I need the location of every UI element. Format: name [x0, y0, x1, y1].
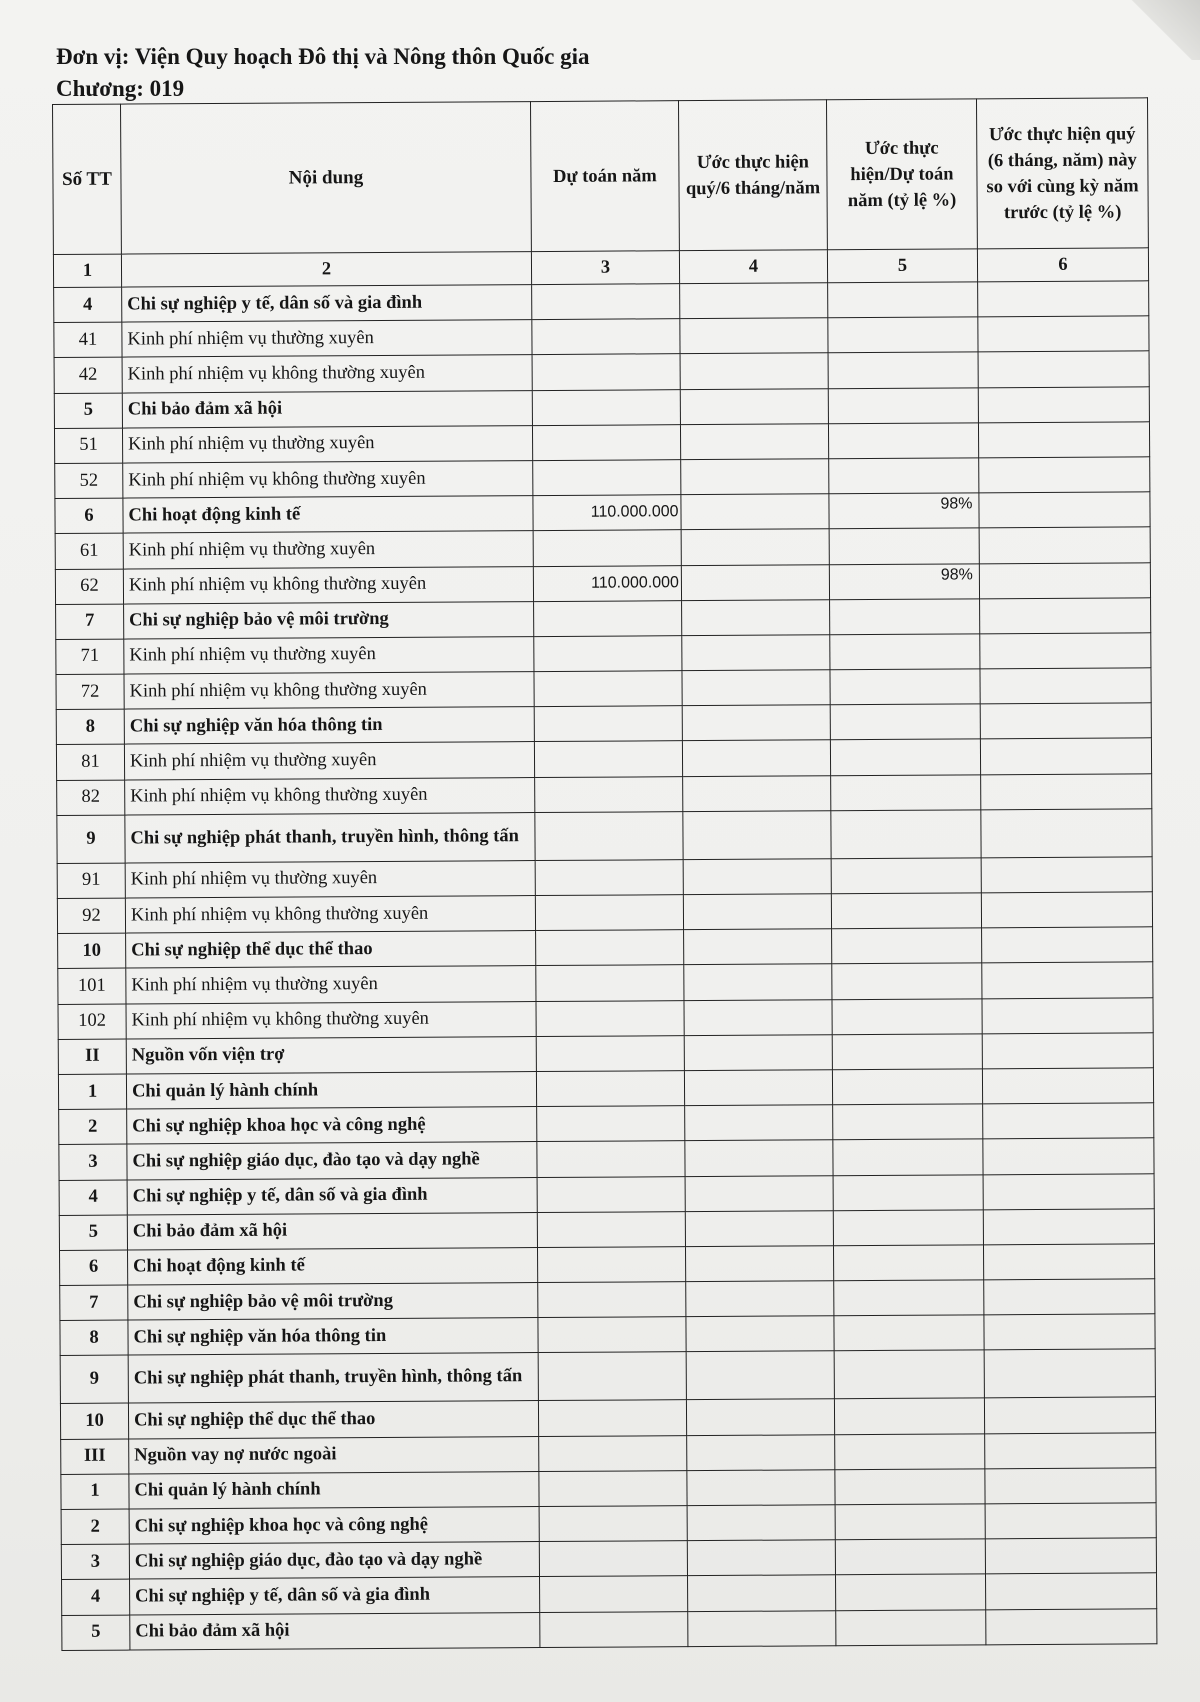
row-number: 5: [54, 393, 122, 429]
row-estimate: [535, 776, 683, 812]
row-content: Kinh phí nhiệm vụ không thường xuyên: [125, 777, 535, 815]
row-estimate: [535, 895, 683, 931]
row-ratio: [828, 282, 978, 318]
row-estimate: [536, 1000, 684, 1036]
row-quarter: [685, 1246, 833, 1282]
row-number: 3: [61, 1544, 129, 1580]
row-number: 3: [59, 1144, 127, 1180]
row-ratio: [834, 1280, 984, 1316]
row-number: 4: [59, 1180, 127, 1216]
row-yoy: [982, 1068, 1153, 1104]
row-number: 1: [58, 1074, 126, 1110]
row-number: 4: [62, 1579, 130, 1615]
row-content: Chi quản lý hành chính: [129, 1471, 539, 1509]
row-ratio: [836, 1574, 986, 1610]
row-ratio: [833, 1104, 983, 1140]
row-content: Chi quản lý hành chính: [126, 1071, 536, 1109]
row-ratio: [836, 1609, 986, 1645]
row-quarter: [687, 1434, 835, 1470]
row-yoy: [981, 773, 1152, 809]
row-estimate: [536, 1035, 684, 1071]
row-content: Kinh phí nhiệm vụ thường xuyên: [124, 636, 534, 674]
row-ratio: [834, 1315, 984, 1351]
row-content: Chi sự nghiệp văn hóa thông tin: [124, 707, 534, 745]
row-estimate: [539, 1541, 687, 1577]
row-quarter: [682, 705, 830, 741]
row-number: 10: [58, 933, 126, 969]
row-number: 6: [55, 498, 123, 534]
row-estimate: [534, 636, 682, 672]
row-quarter: [682, 599, 830, 635]
row-quarter: [681, 459, 829, 495]
row-yoy: [978, 316, 1149, 352]
row-quarter: [686, 1399, 834, 1435]
row-estimate: 110.000.000: [533, 495, 681, 531]
row-yoy: [980, 703, 1151, 739]
row-yoy: [985, 1503, 1156, 1539]
row-content: Chi bảo đảm xã hội: [127, 1212, 537, 1250]
row-number: 1: [61, 1474, 129, 1510]
row-quarter: [680, 424, 828, 460]
chapter-line: Chương: 019: [56, 76, 185, 101]
row-content: Chi sự nghiệp phát thanh, truyền hình, thông tấn: [125, 812, 535, 863]
row-number: 101: [58, 968, 126, 1004]
row-yoy: [978, 422, 1149, 458]
row-yoy: [978, 281, 1149, 317]
row-content: Chi sự nghiệp khoa học và công nghệ: [127, 1107, 537, 1145]
row-content: Chi sự nghiệp bảo vệ môi trường: [128, 1283, 538, 1321]
row-content: Chi sự nghiệp phát thanh, truyền hình, thông tấn: [128, 1353, 538, 1404]
row-yoy: [985, 1432, 1156, 1468]
row-estimate: [535, 811, 683, 860]
row-number: 4: [54, 287, 122, 323]
row-number: 8: [56, 709, 124, 745]
row-quarter: [680, 353, 828, 389]
row-quarter: [684, 1070, 832, 1106]
row-estimate: [536, 930, 684, 966]
row-estimate: [540, 1611, 688, 1647]
row-ratio: [832, 1069, 982, 1105]
row-ratio: [830, 599, 980, 635]
table-row: [62, 1608, 1157, 1650]
row-quarter: [684, 964, 832, 1000]
budget-table-wrapper: [52, 97, 1156, 1650]
row-quarter: [686, 1351, 834, 1400]
row-content: Chi sự nghiệp y tế, dân số và gia đình: [130, 1577, 540, 1615]
row-yoy: [979, 562, 1150, 598]
row-content: Chi sự nghiệp văn hóa thông tin: [128, 1318, 538, 1356]
row-yoy: [978, 351, 1149, 387]
row-yoy: [980, 597, 1151, 633]
row-ratio: [835, 1469, 985, 1505]
row-quarter: [687, 1470, 835, 1506]
row-yoy: [983, 1208, 1154, 1244]
row-quarter: [684, 929, 832, 965]
row-number: 71: [56, 639, 124, 675]
row-number: 52: [55, 463, 123, 499]
row-estimate: [532, 319, 680, 355]
row-estimate: [532, 424, 680, 460]
row-quarter: [682, 740, 830, 776]
row-content: Kinh phí nhiệm vụ không thường xuyên: [123, 461, 533, 499]
row-content: Chi sự nghiệp giáo dục, đào tạo và dạy nghề: [127, 1142, 537, 1180]
row-quarter: [684, 999, 832, 1035]
col-number: 4: [679, 250, 827, 284]
row-estimate: [538, 1282, 686, 1318]
row-number: 62: [55, 569, 123, 605]
row-content: Chi hoạt động kinh tế: [123, 496, 533, 534]
row-ratio: [835, 1539, 985, 1575]
row-yoy: [979, 527, 1150, 563]
row-quarter: [687, 1505, 835, 1541]
row-yoy: [982, 997, 1153, 1033]
row-content: Kinh phí nhiệm vụ thường xuyên: [122, 425, 532, 463]
row-yoy: [982, 1033, 1153, 1069]
col-number: 2: [121, 252, 531, 288]
row-content: Kinh phí nhiệm vụ thường xuyên: [123, 531, 533, 569]
row-ratio: [829, 528, 979, 564]
row-estimate: [537, 1247, 685, 1283]
row-number: 7: [60, 1285, 128, 1321]
row-number: 10: [60, 1403, 128, 1439]
row-yoy: [984, 1397, 1155, 1433]
row-estimate: [538, 1400, 686, 1436]
col-number: 5: [827, 249, 977, 283]
row-number: 2: [61, 1509, 129, 1545]
col-header-content: Nội dung: [121, 102, 532, 255]
row-quarter: [682, 635, 830, 671]
row-number: 7: [56, 604, 124, 640]
row-estimate: [537, 1141, 685, 1177]
row-quarter: [686, 1281, 834, 1317]
row-ratio: [833, 1245, 983, 1281]
row-quarter: [681, 564, 829, 600]
row-yoy: [984, 1279, 1155, 1315]
row-content: Chi sự nghiệp khoa học và công nghệ: [129, 1507, 539, 1545]
row-yoy: [979, 492, 1150, 528]
row-yoy: [981, 857, 1152, 893]
row-ratio: [831, 893, 981, 929]
row-ratio: [832, 1034, 982, 1070]
page-corner-shadow: [1110, 0, 1200, 60]
row-estimate: [536, 965, 684, 1001]
row-number: 42: [54, 357, 122, 393]
row-estimate: [533, 530, 681, 566]
row-estimate: [532, 284, 680, 320]
row-ratio: [828, 387, 978, 423]
row-ratio: [829, 458, 979, 494]
row-ratio: 98%: [829, 563, 979, 599]
row-number: II: [58, 1039, 126, 1075]
row-quarter: [683, 894, 831, 930]
row-estimate: [534, 741, 682, 777]
row-content: Chi sự nghiệp bảo vệ môi trường: [124, 601, 534, 639]
row-estimate: [538, 1352, 686, 1401]
row-number: 2: [59, 1109, 127, 1145]
row-yoy: [983, 1138, 1154, 1174]
row-content: Nguồn vốn viện trợ: [126, 1036, 536, 1074]
table-row: [57, 809, 1152, 864]
row-ratio: [832, 928, 982, 964]
row-ratio: [835, 1433, 985, 1469]
row-content: Kinh phí nhiệm vụ thường xuyên: [126, 966, 536, 1004]
row-content: Kinh phí nhiệm vụ không thường xuyên: [126, 1001, 536, 1039]
row-yoy: [980, 633, 1151, 669]
row-ratio: [828, 423, 978, 459]
row-estimate: 110.000.000: [533, 565, 681, 601]
row-ratio: [831, 810, 981, 859]
row-quarter: [681, 529, 829, 565]
row-quarter: [683, 811, 831, 860]
budget-table: [52, 97, 1157, 1650]
col-header-ratio: Ước thực hiện/Dự toán năm (tỷ lệ %): [826, 99, 977, 250]
table-body: [53, 248, 1157, 1650]
row-yoy: [983, 1173, 1154, 1209]
row-content: Chi sự nghiệp giáo dục, đào tạo và dạy nghề: [129, 1542, 539, 1580]
row-estimate: [535, 859, 683, 895]
row-number: 91: [57, 863, 125, 899]
row-number: 81: [56, 745, 124, 781]
row-estimate: [540, 1576, 688, 1612]
row-yoy: [980, 668, 1151, 704]
row-quarter: [685, 1105, 833, 1141]
row-number: 82: [57, 780, 125, 816]
row-number: 6: [60, 1250, 128, 1286]
row-yoy: [986, 1608, 1157, 1644]
row-quarter: [684, 1035, 832, 1071]
row-number: 9: [60, 1355, 128, 1403]
row-quarter: [680, 388, 828, 424]
row-quarter: [687, 1540, 835, 1576]
row-ratio: [828, 352, 978, 388]
row-yoy: [985, 1538, 1156, 1574]
row-ratio: [830, 704, 980, 740]
row-content: Chi sự nghiệp y tế, dân số và gia đình: [122, 285, 532, 323]
row-estimate: [539, 1435, 687, 1471]
col-number: 1: [53, 254, 121, 287]
row-quarter: [688, 1575, 836, 1611]
row-quarter: [685, 1140, 833, 1176]
unit-line: Đơn vị: Viện Quy hoạch Đô thị và Nông thôn Quốc gia: [56, 44, 590, 69]
row-yoy: [980, 738, 1151, 774]
row-yoy: [982, 962, 1153, 998]
row-yoy: [985, 1468, 1156, 1504]
row-quarter: [681, 494, 829, 530]
row-ratio: [833, 1174, 983, 1210]
row-ratio: [832, 998, 982, 1034]
row-number: 102: [58, 1004, 126, 1040]
row-quarter: [680, 283, 828, 319]
row-quarter: [685, 1175, 833, 1211]
row-number: 5: [59, 1215, 127, 1251]
header-row: [53, 98, 1149, 255]
col-number: 3: [531, 251, 679, 285]
row-number: 5: [62, 1615, 130, 1651]
row-estimate: [537, 1106, 685, 1142]
row-number: 9: [57, 815, 125, 863]
row-quarter: [683, 775, 831, 811]
row-quarter: [683, 859, 831, 895]
row-estimate: [539, 1470, 687, 1506]
row-content: Kinh phí nhiệm vụ không thường xuyên: [125, 896, 535, 934]
row-ratio: [834, 1398, 984, 1434]
row-ratio: [831, 774, 981, 810]
row-content: Chi bảo đảm xã hội: [130, 1612, 540, 1650]
row-ratio: [828, 317, 978, 353]
row-estimate: [537, 1176, 685, 1212]
row-yoy: [985, 1573, 1156, 1609]
row-yoy: [982, 927, 1153, 963]
row-yoy: [984, 1314, 1155, 1350]
col-number: 6: [977, 248, 1148, 282]
row-content: Kinh phí nhiệm vụ thường xuyên: [125, 860, 535, 898]
row-ratio: 98%: [829, 493, 979, 529]
row-quarter: [680, 318, 828, 354]
row-estimate: [534, 671, 682, 707]
row-yoy: [983, 1244, 1154, 1280]
row-content: Chi sự nghiệp thể dục thể thao: [128, 1401, 538, 1439]
row-ratio: [830, 739, 980, 775]
row-content: Kinh phí nhiệm vụ không thường xuyên: [122, 355, 532, 393]
col-header-stt: Số TT: [53, 104, 122, 254]
row-content: Chi bảo đảm xã hội: [122, 390, 532, 428]
row-estimate: [534, 706, 682, 742]
row-number: 92: [57, 898, 125, 934]
row-number: 41: [54, 322, 122, 358]
row-yoy: [984, 1349, 1155, 1398]
row-content: Chi hoạt động kinh tế: [128, 1247, 538, 1285]
row-number: 61: [55, 533, 123, 569]
row-content: Kinh phí nhiệm vụ không thường xuyên: [123, 566, 533, 604]
row-estimate: [536, 1071, 684, 1107]
row-number: 51: [54, 428, 122, 464]
row-ratio: [831, 858, 981, 894]
row-content: Chi sự nghiệp y tế, dân số và gia đình: [127, 1177, 537, 1215]
row-content: Kinh phí nhiệm vụ không thường xuyên: [124, 672, 534, 710]
row-ratio: [833, 1139, 983, 1175]
row-ratio: [835, 1504, 985, 1540]
row-ratio: [832, 963, 982, 999]
row-yoy: [978, 386, 1149, 422]
row-yoy: [979, 457, 1150, 493]
row-ratio: [830, 669, 980, 705]
row-quarter: [685, 1210, 833, 1246]
row-estimate: [532, 389, 680, 425]
row-estimate: [537, 1211, 685, 1247]
row-content: Nguồn vay nợ nước ngoài: [129, 1436, 539, 1474]
row-estimate: [534, 600, 682, 636]
row-estimate: [538, 1317, 686, 1353]
row-yoy: [981, 892, 1152, 928]
row-number: 72: [56, 674, 124, 710]
document-header: [56, 40, 590, 104]
row-ratio: [833, 1210, 983, 1246]
row-estimate: [539, 1506, 687, 1542]
row-quarter: [688, 1610, 836, 1646]
row-ratio: [830, 634, 980, 670]
row-ratio: [834, 1350, 984, 1399]
row-quarter: [682, 670, 830, 706]
row-content: Kinh phí nhiệm vụ thường xuyên: [122, 320, 532, 358]
col-header-quarter: Ước thực hiện quý/6 tháng/năm: [678, 100, 827, 251]
row-estimate: [533, 460, 681, 496]
col-header-yoy: Ước thực hiện quý (6 tháng, năm) này so với cùng kỳ năm trước (tỷ lệ %): [976, 98, 1148, 249]
row-yoy: [981, 809, 1152, 858]
row-estimate: [532, 354, 680, 390]
col-header-estimate: Dự toán năm: [530, 101, 679, 252]
row-content: Chi sự nghiệp thể dục thể thao: [126, 931, 536, 969]
row-quarter: [686, 1316, 834, 1352]
row-number: III: [61, 1439, 129, 1475]
row-yoy: [983, 1103, 1154, 1139]
row-content: Kinh phí nhiệm vụ thường xuyên: [124, 742, 534, 780]
table-row: [60, 1349, 1155, 1404]
row-number: 8: [60, 1320, 128, 1356]
